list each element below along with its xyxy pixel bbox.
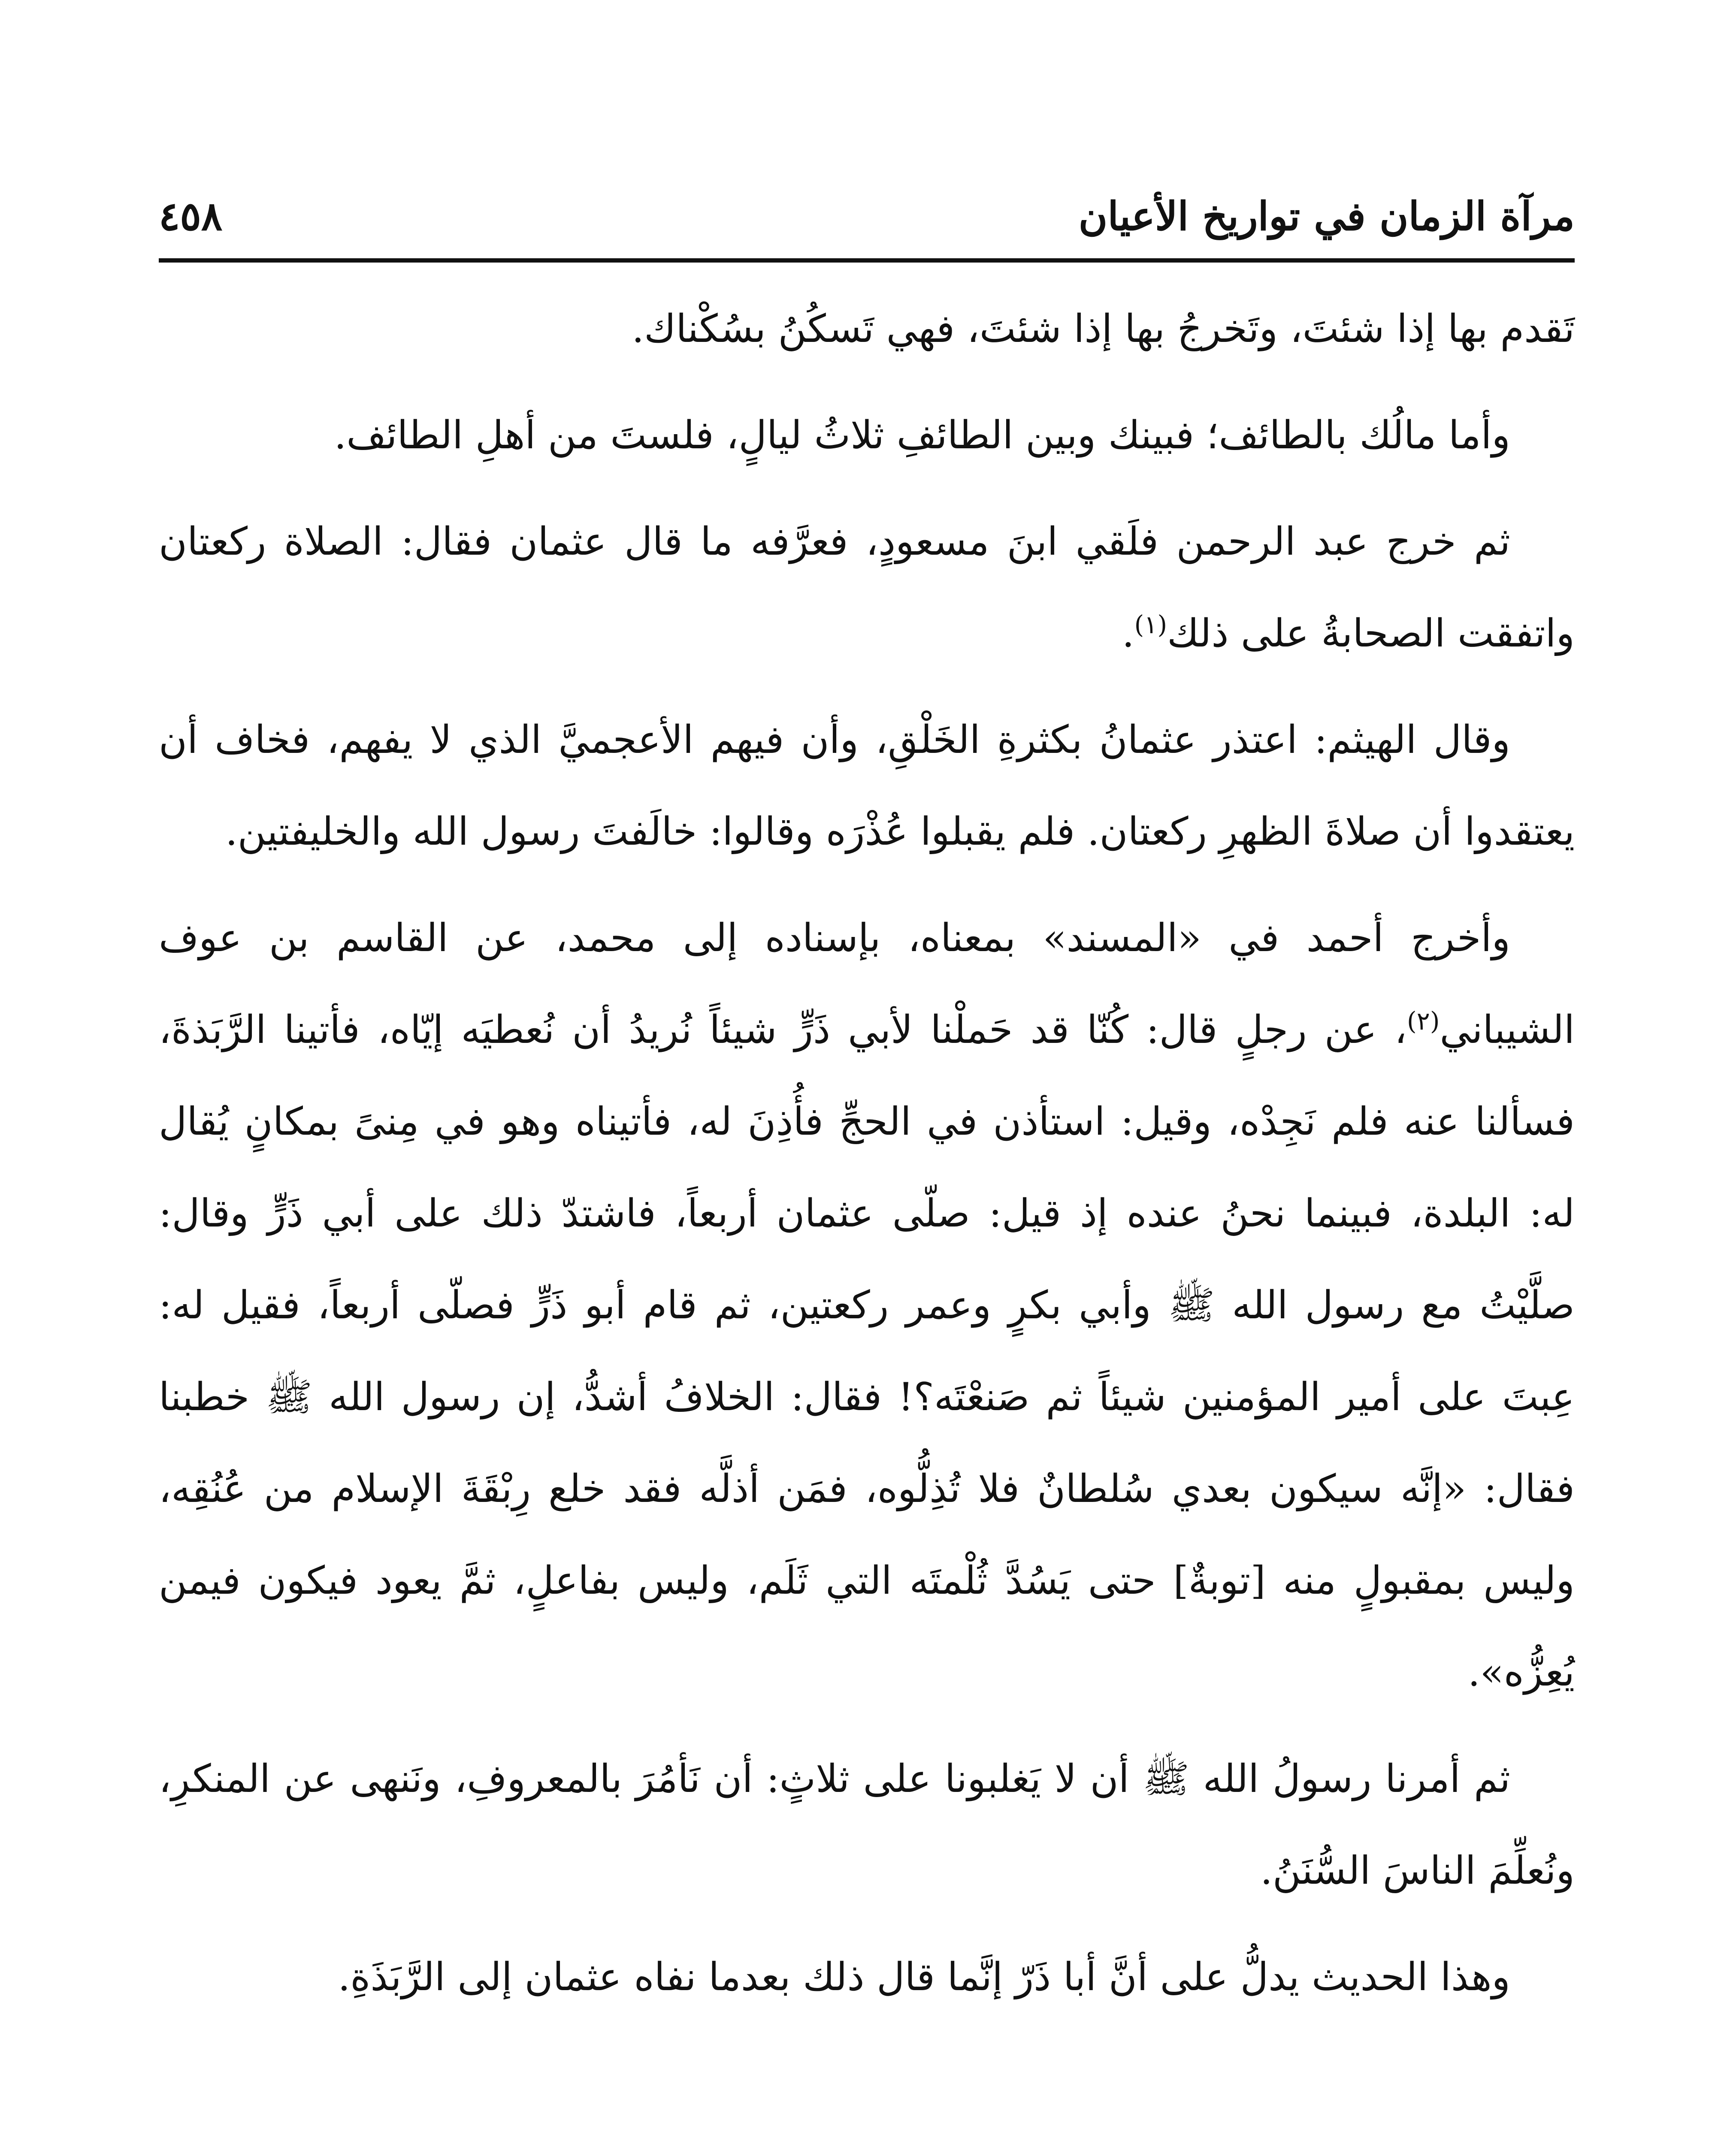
running-header <box>159 163 1575 239</box>
paragraph-3-text: ثم خرج عبد الرحمن فلَقي ابنَ مسعودٍ، فعرَّفه ما قال عثمان فقال: الصلاة ركعتان واتفقت الصحابةُ على ذلك <box>159 519 1575 656</box>
paragraph-7-text: وهذا الحديث يدلُّ على أنَّ أبا ذَرّ إنَّما قال ذلك بعدما نفاه عثمان إلى الرَّبَذَةِ. <box>338 1955 1510 2000</box>
paragraph-5 <box>159 892 1575 1719</box>
paragraph-6 <box>159 1733 1575 1917</box>
paragraph-5-text-rest: ، عن رجلٍ قال: كُنّا قد حَملْنا لأبي ذَرٍّ شيئاً نُريدُ أن نُعطيَه إيّاه، فأتينا الرَّبَذةَ، فسألنا عنه فلم نَجِدْه، وقيل: استأذن في الحجِّ فأُذِنَ له، فأتيناه وهو في مِنىً بمكانٍ يُقال له: البلدة، فبينما نحنُ عنده إذ قيل: صلّى عثمان أربعاً، فاشتدّ ذلك على أبي ذَرٍّ وقال: صلَّيْتُ مع رسول الله ﷺ وأبي بكرٍ وعمر ركعتين، ثم قام أبو ذَرٍّ فصلّى أربعاً، فقيل له: عِبتَ على أمير المؤمنين شيئاً ثم صَنعْتَه؟! فقال: الخلافُ أشدُّ، إن رسول الله ﷺ خطبنا فقال: «إنَّه سيكون بعدي سُلطانٌ فلا تُذِلُّوه، فمَن أذلَّه فقد خلع رِبْقَةَ الإسلام من عُنُقِه، وليس بمقبولٍ منه [توبةٌ] حتى يَسُدَّ ثُلْمتَه التي ثَلَم، وليس بفاعلٍ، ثمَّ يعود فيكون فيمن يُعِزُّه». <box>159 1007 1575 1695</box>
paragraph-3 <box>159 496 1575 680</box>
paragraph-3-end: . <box>1122 611 1134 656</box>
running-title: مرآة الزمان في تواريخ الأعيان <box>1078 193 1575 239</box>
header-rule <box>159 258 1575 263</box>
page-number: ٤٥٨ <box>159 193 223 239</box>
paragraph-4 <box>159 694 1575 878</box>
paragraph-4-text: وقال الهيثم: اعتذر عثمانُ بكثرةِ الخَلْقِ، وأن فيهم الأعجميَّ الذي لا يفهم، فخاف أن يعتقدوا أن صلاةَ الظهرِ ركعتان. فلم يقبلوا عُذْرَه وقالوا: خالَفتَ رسول الله والخليفتين. <box>159 717 1575 854</box>
paragraph-2 <box>159 390 1575 481</box>
footnote-ref-1[interactable]: (١) <box>1134 610 1167 639</box>
paragraph-6-text: ثم أمرنا رسولُ الله ﷺ أن لا يَغلبونا على ثلاثٍ: أن نَأمُرَ بالمعروفِ، ونَنهى عن المنكرِ، ونُعلِّمَ الناسَ السُّنَنُ. <box>159 1756 1575 1893</box>
book-page <box>159 163 1575 2145</box>
paragraph-1 <box>159 283 1575 375</box>
main-text <box>159 283 1575 2038</box>
paragraph-2-text: وأما مالُك بالطائف؛ فبينك وبين الطائفِ ثلاثُ ليالٍ، فلستَ من أهلِ الطائف. <box>334 413 1510 458</box>
footnote-ref-2[interactable]: (٢) <box>1407 1006 1440 1036</box>
paragraph-1-text: تَقدم بها إذا شئتَ، وتَخرجُ بها إذا شئتَ، فهي تَسكُنُ بسُكْناك. <box>632 306 1575 351</box>
paragraph-7 <box>159 1931 1575 2023</box>
paragraph-5-text-start: وأخرج أحمد في «المسند» بمعناه، بإسناده إلى محمد، عن القاسم بن عوف الشيباني <box>159 915 1575 1052</box>
